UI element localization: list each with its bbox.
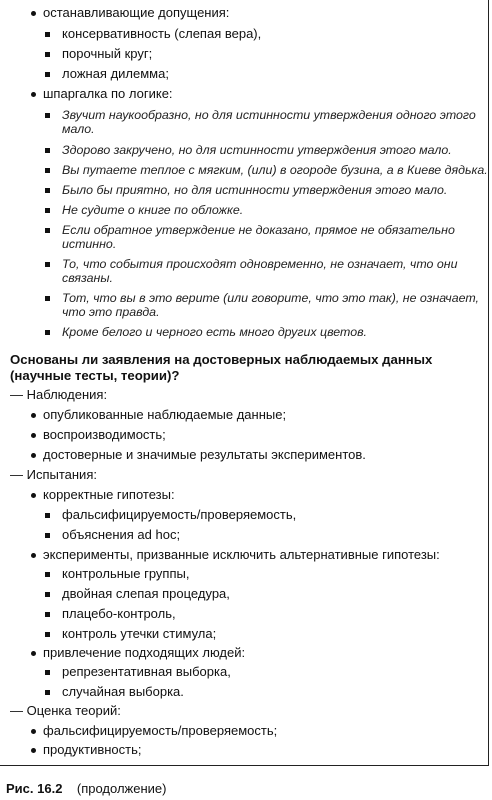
list-item-text: случайная выборка. (62, 684, 184, 699)
list-item-text: репрезентативная выборка, (62, 664, 231, 679)
bullet-square-icon (45, 612, 50, 617)
bullet-square-icon (45, 208, 50, 213)
section-heading: Основаны ли заявления на достоверных наблюдаемых данных (10, 352, 433, 367)
bullet-square-icon (45, 262, 50, 267)
bullet-square-icon (45, 52, 50, 57)
list-item-text: мало. (62, 122, 95, 136)
bullet-square-icon (45, 572, 50, 577)
list-item-text: Кроме белого и черного есть много других цветов. (62, 325, 368, 339)
list-item-text: Было бы приятно, но для истинности утверждения этого мало. (62, 183, 448, 197)
list-item-text: консервативность (слепая вера), (62, 26, 262, 41)
bullet-dot-icon (31, 92, 36, 97)
bullet-dot-icon (31, 651, 36, 656)
bullet-square-icon (45, 330, 50, 335)
bullet-square-icon (45, 670, 50, 675)
bullet-square-icon (45, 592, 50, 597)
figure-caption-text: (продолжение) (76, 781, 167, 796)
list-item-text: останавливающие допущения: (43, 5, 230, 20)
list-item-text: связаны. (62, 271, 113, 285)
list-item-text: фальсифицируемость/проверяемость, (62, 507, 297, 522)
list-item-text: опубликованные наблюдаемые данные; (43, 407, 287, 422)
list-item-text: Не судите о книге по обложке. (62, 203, 244, 217)
bullet-dot-icon (31, 453, 36, 458)
list-item-text: шпаргалка по логике: (43, 86, 173, 101)
bullet-square-icon (45, 228, 50, 233)
list-item-text: Звучит наукообразно, но для истинности утверждения одного этого (62, 108, 476, 122)
bullet-square-icon (45, 533, 50, 538)
list-item-text: — Испытания: (10, 467, 97, 482)
list-item-text: корректные гипотезы: (43, 487, 175, 502)
list-item-text: фальсифицируемость/проверяемость; (43, 723, 278, 738)
list-item-text: контрольные группы, (62, 566, 190, 581)
list-item-text: эксперименты, призванные исключить альтернативные гипотезы: (43, 547, 440, 562)
bullet-dot-icon (31, 433, 36, 438)
list-item-text: привлечение подходящих людей: (43, 645, 246, 660)
list-item-text: достоверные и значимые результаты экспериментов. (43, 447, 366, 462)
bullet-dot-icon (31, 11, 36, 16)
list-item-text: что это правда. (62, 305, 160, 319)
bullet-square-icon (45, 632, 50, 637)
bullet-dot-icon (31, 553, 36, 558)
bullet-square-icon (45, 690, 50, 695)
list-item-text: — Оценка теорий: (10, 703, 121, 718)
list-item-text: объяснения ad hoc; (62, 527, 181, 542)
bullet-square-icon (45, 296, 50, 301)
list-item-text: истинно. (62, 237, 117, 251)
list-item-text: плацебо-контроль, (62, 606, 176, 621)
section-heading: (научные тесты, теории)? (10, 368, 180, 383)
list-item-text: Тот, что вы в это верите (или говорите, что это так), не означает, (62, 291, 479, 305)
bullet-square-icon (45, 72, 50, 77)
list-item-text: воспроизводимость; (43, 427, 166, 442)
list-item-text: Вы путаете теплое с мягким, (или) в огороде бузина, а в Киеве дядька. (62, 163, 488, 177)
bullet-square-icon (45, 148, 50, 153)
bullet-dot-icon (31, 493, 36, 498)
figure-caption (6, 781, 166, 796)
bullet-dot-icon (31, 748, 36, 753)
bullet-square-icon (45, 513, 50, 518)
list-item-text: порочный круг; (62, 46, 153, 61)
list-item-text: двойная слепая процедура, (62, 586, 230, 601)
list-item-text: продуктивность; (43, 742, 142, 757)
list-item-text: — Наблюдения: (10, 387, 108, 402)
bullet-dot-icon (31, 729, 36, 734)
figure-caption-label: Рис. 16.2 (6, 781, 63, 796)
list-item-text: Если обратное утверждение не доказано, прямое не обязательно (62, 223, 455, 237)
bullet-square-icon (45, 32, 50, 37)
bullet-square-icon (45, 113, 50, 118)
list-item-text: ложная дилемма; (62, 66, 169, 81)
list-item-text: Здорово закручено, но для истинности утверждения этого мало. (62, 143, 452, 157)
bullet-dot-icon (31, 413, 36, 418)
list-item-text: контроль утечки стимула; (62, 626, 217, 641)
bullet-square-icon (45, 168, 50, 173)
bullet-square-icon (45, 188, 50, 193)
list-item-text: То, что события происходят одновременно, не означает, что они (62, 257, 458, 271)
